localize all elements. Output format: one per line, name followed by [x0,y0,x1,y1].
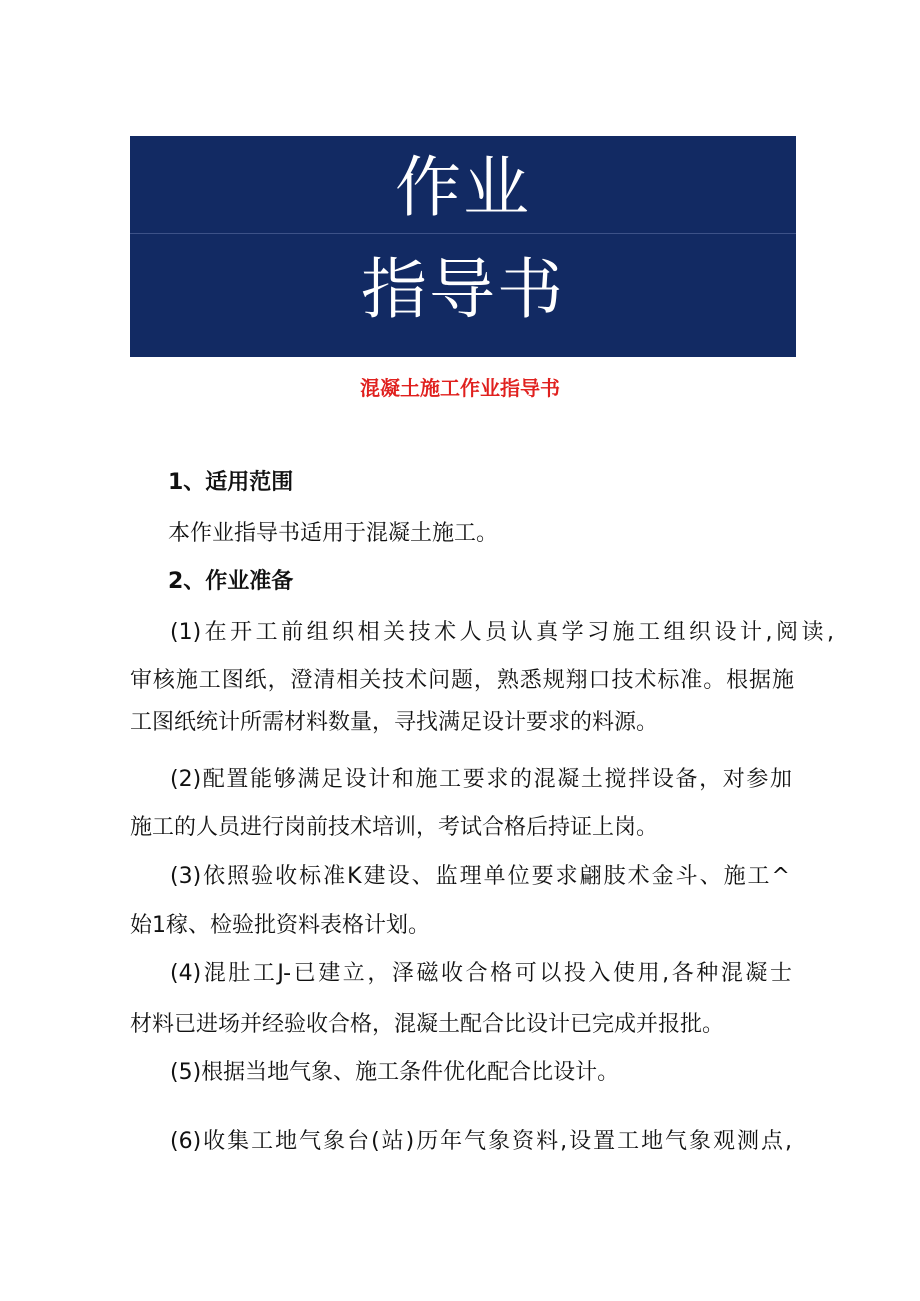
banner-title-line-2: 指导书 [361,251,565,328]
item-5-line-1: (5)根据当地气象、施工条件优化配合比设计。 [170,1060,620,1085]
section-1-body: 本作业指导书适用于混凝土施工。 [168,521,499,546]
item-1-line-1: (1)在开工前组织相关技术人员认真学习施工组织设计,阅读, [170,620,834,645]
banner-divider [130,233,796,234]
item-1-line-2: 审核施工图纸，澄清相关技术问题，熟悉规翔口技术标准。根据施 [130,668,794,693]
item-3-line-2: 始1稼、检验批资料表格计划。 [130,913,430,938]
item-3-line-1: (3)依照验收标准K建设、监理单位要求翩肢术金斗、施工^ [170,864,790,889]
item-1-line-3: 工图纸统计所需材料数量，寻找满足设计要求的料源。 [130,710,659,735]
item-4-line-1: (4)混肚工J-已建立，泽磁收合格可以投入使用,各种混凝士 [170,961,792,986]
section-2-heading: 2、作业准备 [168,569,294,594]
section-1-heading: 1、适用范围 [168,470,294,495]
document-subtitle: 混凝土施工作业指导书 [360,376,560,400]
item-2-line-2: 施工的人员进行岗前技术培训，考试合格后持证上岗。 [130,815,659,840]
item-6-line-1: (6)收集工地气象台(站)历年气象资料,设置工地气象观测点, [170,1129,792,1154]
banner-title-line-1: 作业 [395,149,531,226]
item-4-line-2: 材料已进场并经验收合格，混凝土配合比设计已完成并报批。 [130,1012,725,1037]
title-banner [130,136,796,357]
item-2-line-1: (2)配置能够满足设计和施工要求的混凝土搅拌设备，对参加 [170,767,792,792]
